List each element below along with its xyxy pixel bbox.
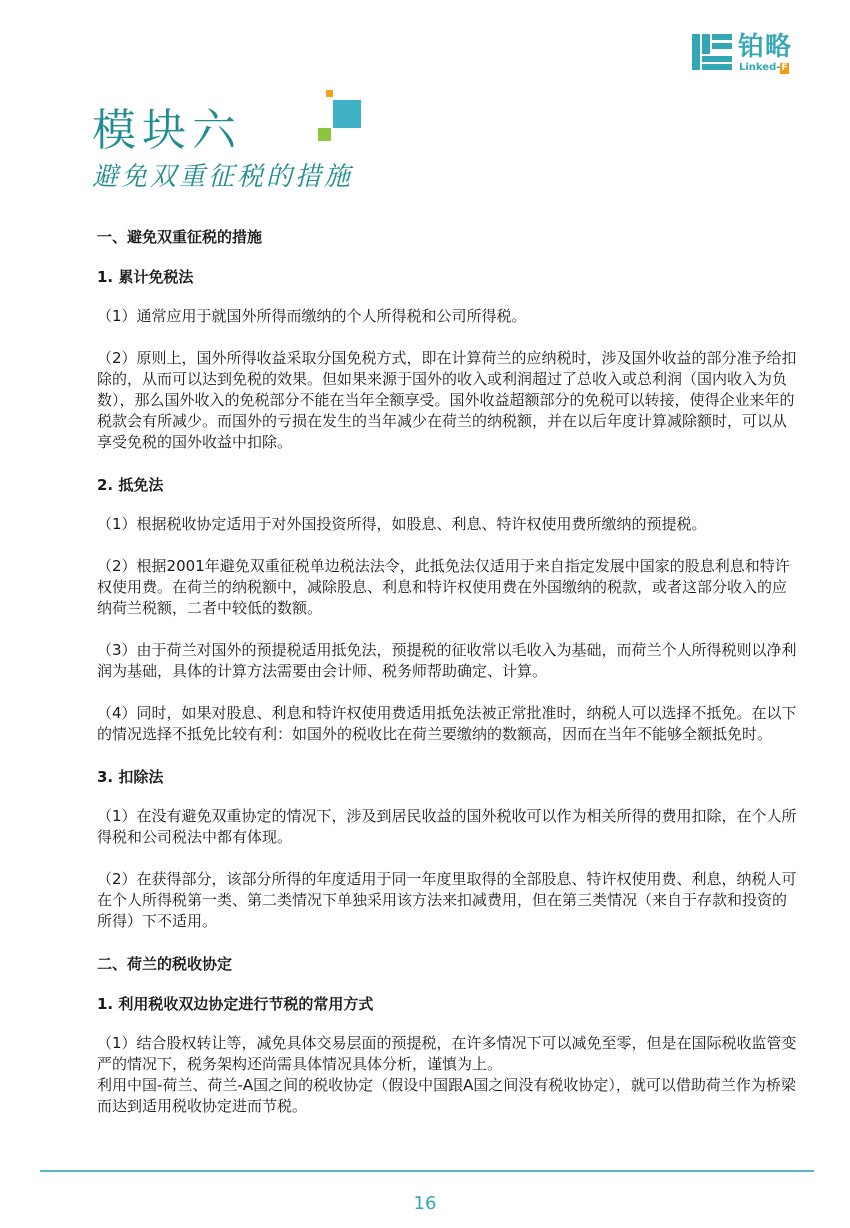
brand-logo — [692, 32, 812, 72]
section-heading: 一、避免双重征税的措施 — [97, 228, 263, 246]
paragraph: （2）在获得部分，该部分所得的年度适用于同一年度里取得的全部股息、特许权使用费、利息，纳税人可在个人所得税第一类、第二类情况下单独采用该方法来扣减费用，但在第三类情况（来自于存款和投资的所得）下不适用。 — [97, 870, 797, 930]
paragraph: （1）根据税收协定适用于对外国投资所得，如股息、利息、特许权使用费所缴纳的预提税。 — [97, 515, 707, 533]
brand-logo-mark-icon — [692, 34, 732, 70]
paragraph: （1）在没有避免双重协定的情况下，涉及到居民收益的国外税收可以作为相关所得的费用扣除，在个人所得税和公司税法中都有体现。 — [97, 807, 797, 846]
brand-name-en: Linked-F — [739, 62, 788, 73]
brand-badge: F — [781, 63, 788, 73]
paragraph: （2）原则上，国外所得收益采取分国免税方式，即在计算荷兰的应纳税时，涉及国外收益的部分准予给扣除的，从而可以达到免税的效果。但如果来源于国外的收入或利润超过了总收入或总利润（国内收入为负数），那么国外收入的免税部分不能在当年全额享受。国外收益超额部分的免税可以转接，使得企业来年的税款会有所减少。而国外的亏损在发生的当年减少在荷兰的纳税额，并在以后年度计算减除额时，可以从享受免税的国外收益中扣除。 — [97, 349, 797, 451]
brand-name-cn: 铂略 — [738, 32, 793, 62]
paragraph: （4）同时，如果对股息、利息和特许权使用费适用抵免法被正常批准时，纳税人可以选择不抵免。在以下的情况选择不抵免比较有利：如国外的税收比在荷兰要缴纳的数额高，因而在当年不能够全额抵免时。 — [97, 704, 797, 743]
module-subtitle: 避免双重征税的措施 — [92, 162, 354, 192]
subsection-heading: 1. 利用税收双边协定进行节税的常用方式 — [97, 995, 374, 1013]
paragraph: 利用中国-荷兰、荷兰-A国之间的税收协定（假设中国跟A国之间没有税收协定），就可以借助荷兰作为桥梁而达到适用税收协定进而节税。 — [97, 1076, 796, 1115]
subsection-heading: 1. 累计免税法 — [97, 268, 194, 286]
decorative-squares-icon — [316, 90, 366, 146]
subsection-heading: 2. 抵免法 — [97, 476, 164, 494]
paragraph: （3）由于荷兰对国外的预提税适用抵免法，预提税的征收常以毛收入为基础，而荷兰个人所得税则以净利润为基础，具体的计算方法需要由会计师、税务师帮助确定、计算。 — [97, 641, 797, 680]
page-number: 16 — [413, 1193, 437, 1214]
section-heading: 二、荷兰的税收协定 — [97, 955, 233, 973]
footer-divider — [40, 1170, 814, 1172]
paragraph: （1）通常应用于就国外所得而缴纳的个人所得税和公司所得税。 — [97, 307, 527, 325]
document-body — [97, 226, 797, 1117]
paragraph: （2）根据2001年避免双重征税单边税法法令，此抵免法仅适用于来自指定发展中国家的股息利息和特许权使用费。在荷兰的纳税额中，减除股息、利息和特许权使用费在外国缴纳的税款，或者这部分收入的应纳荷兰税额，二者中较低的数额。 — [97, 557, 790, 617]
module-title: 模块六 — [92, 105, 242, 156]
subsection-heading: 3. 扣除法 — [97, 768, 164, 786]
paragraph: （1）结合股权转让等，减免具体交易层面的预提税，在许多情况下可以减免至零，但是在国际税收监管变严的情况下，税务架构还尚需具体情况具体分析，谨慎为上。 — [97, 1034, 797, 1073]
